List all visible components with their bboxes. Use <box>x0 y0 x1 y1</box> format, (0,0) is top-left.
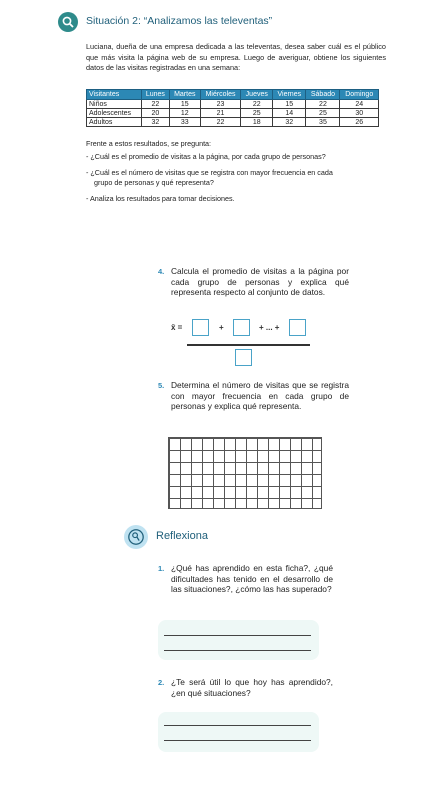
table-cell: 22 <box>241 100 273 109</box>
situation-icon <box>58 12 78 32</box>
task-text: Determina el número de visitas que se registra con mayor frecuencia en cada grupo de personas y explica qué representa. <box>171 380 349 411</box>
reflexiona-question-1 <box>158 563 333 594</box>
table-row <box>87 100 379 109</box>
answer-box[interactable] <box>192 319 209 336</box>
table-header-cell: Viernes <box>273 90 306 100</box>
table-header-row <box>87 90 379 100</box>
table-row <box>87 118 379 127</box>
table-cell: Niños <box>87 100 142 109</box>
reflexiona-title: Reflexiona <box>156 530 208 542</box>
table-cell: 21 <box>200 109 241 118</box>
question-text: ¿Qué has aprendido en esta ficha?, ¿qué dificultades has tenido en el desarrollo de las situaciones?, ¿cómo las has superado? <box>171 563 333 594</box>
task-text: Calcula el promedio de visitas a la página por cada grupo de personas y explica qué representa respecto al conjunto de datos. <box>171 266 349 297</box>
thinking-head-icon <box>127 528 145 546</box>
question-item <box>86 168 386 188</box>
table-cell: 18 <box>241 118 273 127</box>
answer-line <box>164 650 311 651</box>
table-cell: 14 <box>273 109 306 118</box>
task-number: 5. <box>158 381 165 390</box>
table-cell: 26 <box>340 118 379 127</box>
answer-line <box>164 740 311 741</box>
table-header-cell: Lunes <box>141 90 169 100</box>
table-cell: 22 <box>141 100 169 109</box>
plus-sign: + <box>219 323 224 332</box>
table-cell: 12 <box>169 109 200 118</box>
table-header-cell: Visitantes <box>87 90 142 100</box>
answer-line <box>164 725 311 726</box>
table-cell: 35 <box>306 118 340 127</box>
plus-dots-sign: + ... + <box>259 323 280 332</box>
answer-box[interactable] <box>289 319 306 336</box>
table-header-cell: Martes <box>169 90 200 100</box>
magnifier-icon <box>61 15 75 29</box>
table-cell: Adultos <box>87 118 142 127</box>
answer-area-1[interactable] <box>158 620 319 660</box>
table-cell: 32 <box>141 118 169 127</box>
table-cell: 30 <box>340 109 379 118</box>
after-table-text: Frente a estos resultados, se pregunta: <box>86 139 212 148</box>
table-cell: 22 <box>200 118 241 127</box>
table-cell: Adolescentes <box>87 109 142 118</box>
reflexiona-icon <box>124 525 148 549</box>
answer-grid[interactable] <box>168 437 322 509</box>
question-text: ¿Te será útil lo que hoy has aprendido?, ¿en qué situaciones? <box>171 677 333 698</box>
question-line: - Analiza los resultados para tomar decisiones. <box>86 194 235 203</box>
table-header-cell: Miércoles <box>200 90 241 100</box>
table-cell: 25 <box>241 109 273 118</box>
table-cell: 15 <box>169 100 200 109</box>
table-header-cell: Jueves <box>241 90 273 100</box>
denominator-box[interactable] <box>235 349 252 366</box>
situation-title: Situación 2: “Analizamos las televentas” <box>86 15 273 27</box>
table-header-cell: Sábado <box>306 90 340 100</box>
table-cell: 33 <box>169 118 200 127</box>
table-cell: 24 <box>340 100 379 109</box>
table-row <box>87 109 379 118</box>
visits-table <box>86 89 379 127</box>
question-line: - ¿Cuál es el número de visitas que se registra con mayor frecuencia en cada <box>86 168 333 177</box>
mean-symbol: x̄ = <box>171 323 183 332</box>
reflexiona-question-2 <box>158 677 333 698</box>
question-number: 2. <box>158 678 165 687</box>
table-cell: 20 <box>141 109 169 118</box>
question-item <box>86 152 386 162</box>
task-number: 4. <box>158 267 165 276</box>
answer-line <box>164 635 311 636</box>
answer-area-2[interactable] <box>158 712 319 752</box>
table-cell: 22 <box>306 100 340 109</box>
answer-box[interactable] <box>233 319 250 336</box>
situation-intro: Luciana, dueña de una empresa dedicada a las televentas, desea saber cuál es el público que más visita la página web de su empresa. Luego de averiguar, obtiene los siguientes datos de las visitas registradas en una semana: <box>86 42 386 72</box>
question-line-continued: grupo de personas y qué representa? <box>94 178 214 187</box>
question-line: - ¿Cuál es el promedio de visitas a la página, por cada grupo de personas? <box>86 152 326 161</box>
table-cell: 25 <box>306 109 340 118</box>
fraction-bar <box>187 344 310 346</box>
table-cell: 15 <box>273 100 306 109</box>
task-5 <box>158 380 349 411</box>
question-number: 1. <box>158 564 165 573</box>
task-4 <box>158 266 349 297</box>
table-header-cell: Domingo <box>340 90 379 100</box>
table-cell: 32 <box>273 118 306 127</box>
question-item <box>86 194 386 204</box>
table-cell: 23 <box>200 100 241 109</box>
